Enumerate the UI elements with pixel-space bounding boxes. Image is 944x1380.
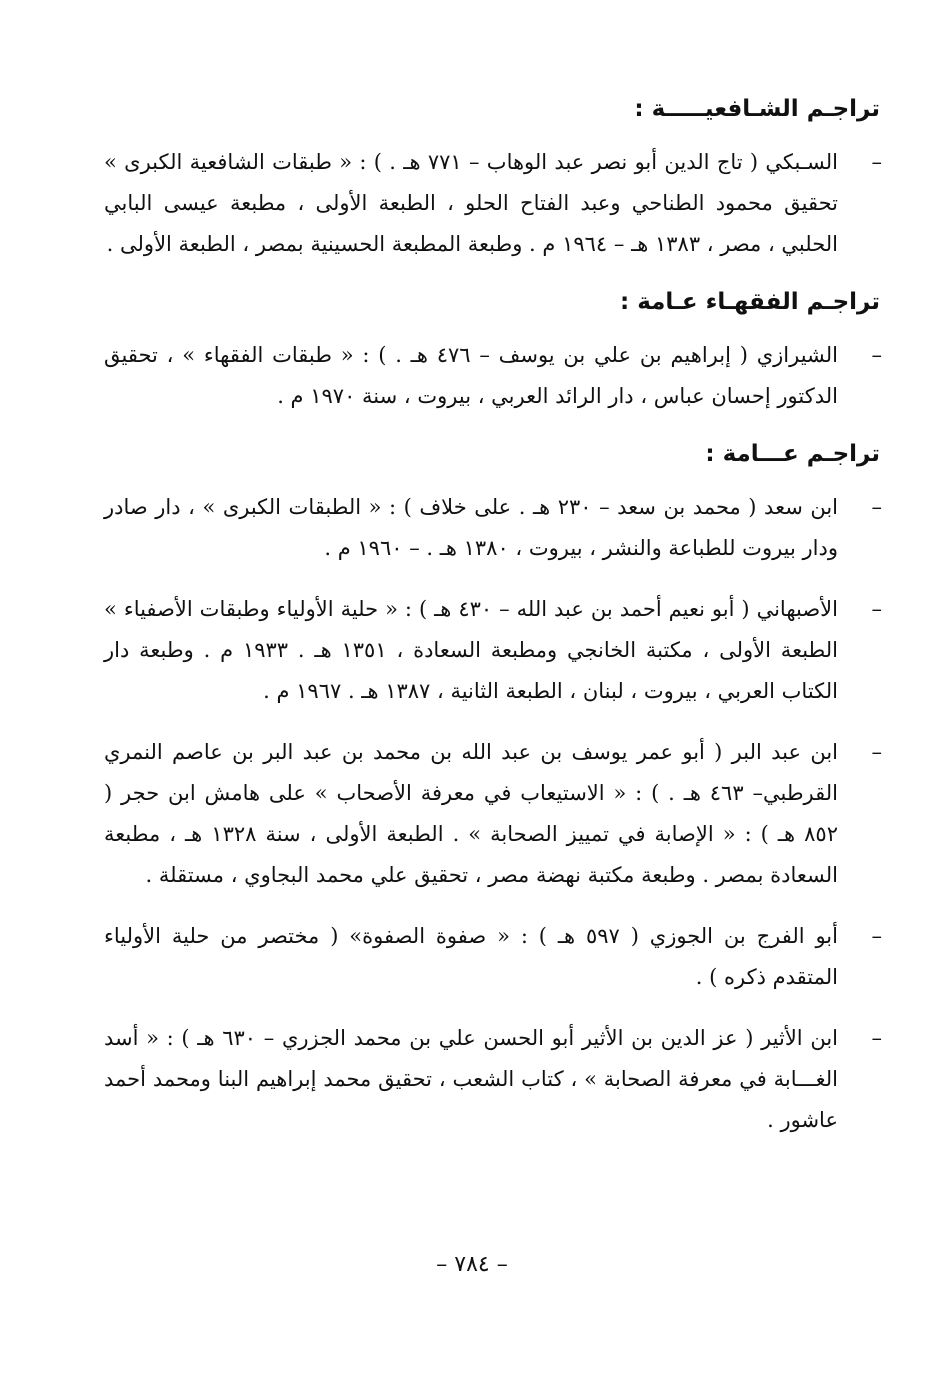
section-heading: تراجـم الفقهـاء عـامة : [620,289,880,315]
entry-text: السـبكي ( تاج الدين أبو نصر عبد الوهاب – ٧٧١ هـ . ) : « طبقات الشافعية الكبرى » تحقيق محمود الطناحي وعبد الفتاح الحلو ، الطبعة الأولى ، مطبعة عيسى البابي الحلبي ، مصر ، ١٣٨٣ هـ – ١٩٦٤ م . وطبعة المطبعة الحسينية بمصر ، الطبعة الأولى . [104,150,838,256]
bibliography-entry [104,487,882,569]
entry-dash: – [871,597,882,621]
entry-text: ابن عبد البر ( أبو عمر يوسف بن عبد الله بن محمد بن عبد البر بن عاصم النمري القرطبي– ٤٦٣ هـ . ) : « الاستيعاب في معرفة الأصحاب » على هامش ابن حجر ( ٨٥٢ هـ ) : « الإصابة في تمييز الصحابة » . الطبعة الأولى ، سنة ١٣٢٨ هـ ، مطبعة السعادة بمصر . وطبعة مكتبة نهضة مصر ، تحقيق علي محمد البجاوي ، مستقلة . [104,740,838,887]
entry-dash: – [871,495,882,519]
bibliography-entry [104,916,882,998]
section-jurists-biographies [104,285,882,417]
entry-dash: – [871,343,882,367]
entry-text: أبو الفرج بن الجوزي ( ٥٩٧ هـ ) : « صفوة الصفوة» ( مختصر من حلية الأولياء المتقدم ذكره ) . [104,924,838,989]
entry-dash: – [871,924,882,948]
entry-dash: – [871,150,882,174]
section-general-biographies [104,437,882,1141]
bibliography-entry [104,335,882,417]
entry-text: الأصبهاني ( أبو نعيم أحمد بن عبد الله – ٤٣٠ هـ ) : « حلية الأولياء وطبقات الأصفياء » الطبعة الأولى ، مكتبة الخانجي ومطبعة السعادة ، ١٣٥١ هـ . ١٩٣٣ م . وطبعة دار الكتاب العربي ، بيروت ، لبنان ، الطبعة الثانية ، ١٣٨٧ هـ . ١٩٦٧ م . [104,597,838,703]
section-heading: تراجـم عـــامة : [705,441,880,467]
entry-text: ابن سعد ( محمد بن سعد – ٢٣٠ هـ . على خلاف ) : « الطبقات الكبرى » ، دار صادر ودار بيروت للطباعة والنشر ، بيروت ، ١٣٨٠ هـ . – ١٩٦٠ م . [104,495,838,560]
section-heading: تراجـم الشـافعيـــــة : [634,96,880,122]
entry-text: ابن الأثير ( عز الدين بن الأثير أبو الحسن علي بن محمد الجزري – ٦٣٠ هـ ) : « أسد الغـــابة في معرفة الصحابة » ، كتاب الشعب ، تحقيق محمد إبراهيم البنا ومحمد أحمد عاشور . [104,1026,838,1132]
bibliography-entry [104,589,882,712]
section-shafii-biographies [104,92,882,265]
entry-dash: – [871,1026,882,1050]
bibliography-entry [104,1018,882,1141]
entry-dash: – [871,740,882,764]
bibliography-entry [104,142,882,265]
page-number: – ٧٨٤ – [436,1252,508,1277]
bibliography-entry [104,732,882,896]
entry-text: الشيرازي ( إبراهيم بن علي بن يوسف – ٤٧٦ هـ . ) : « طبقات الفقهاء » ، تحقيق الدكتور إحسان عباس ، دار الرائد العربي ، بيروت ، سنة ١٩٧٠ م . [104,343,839,408]
